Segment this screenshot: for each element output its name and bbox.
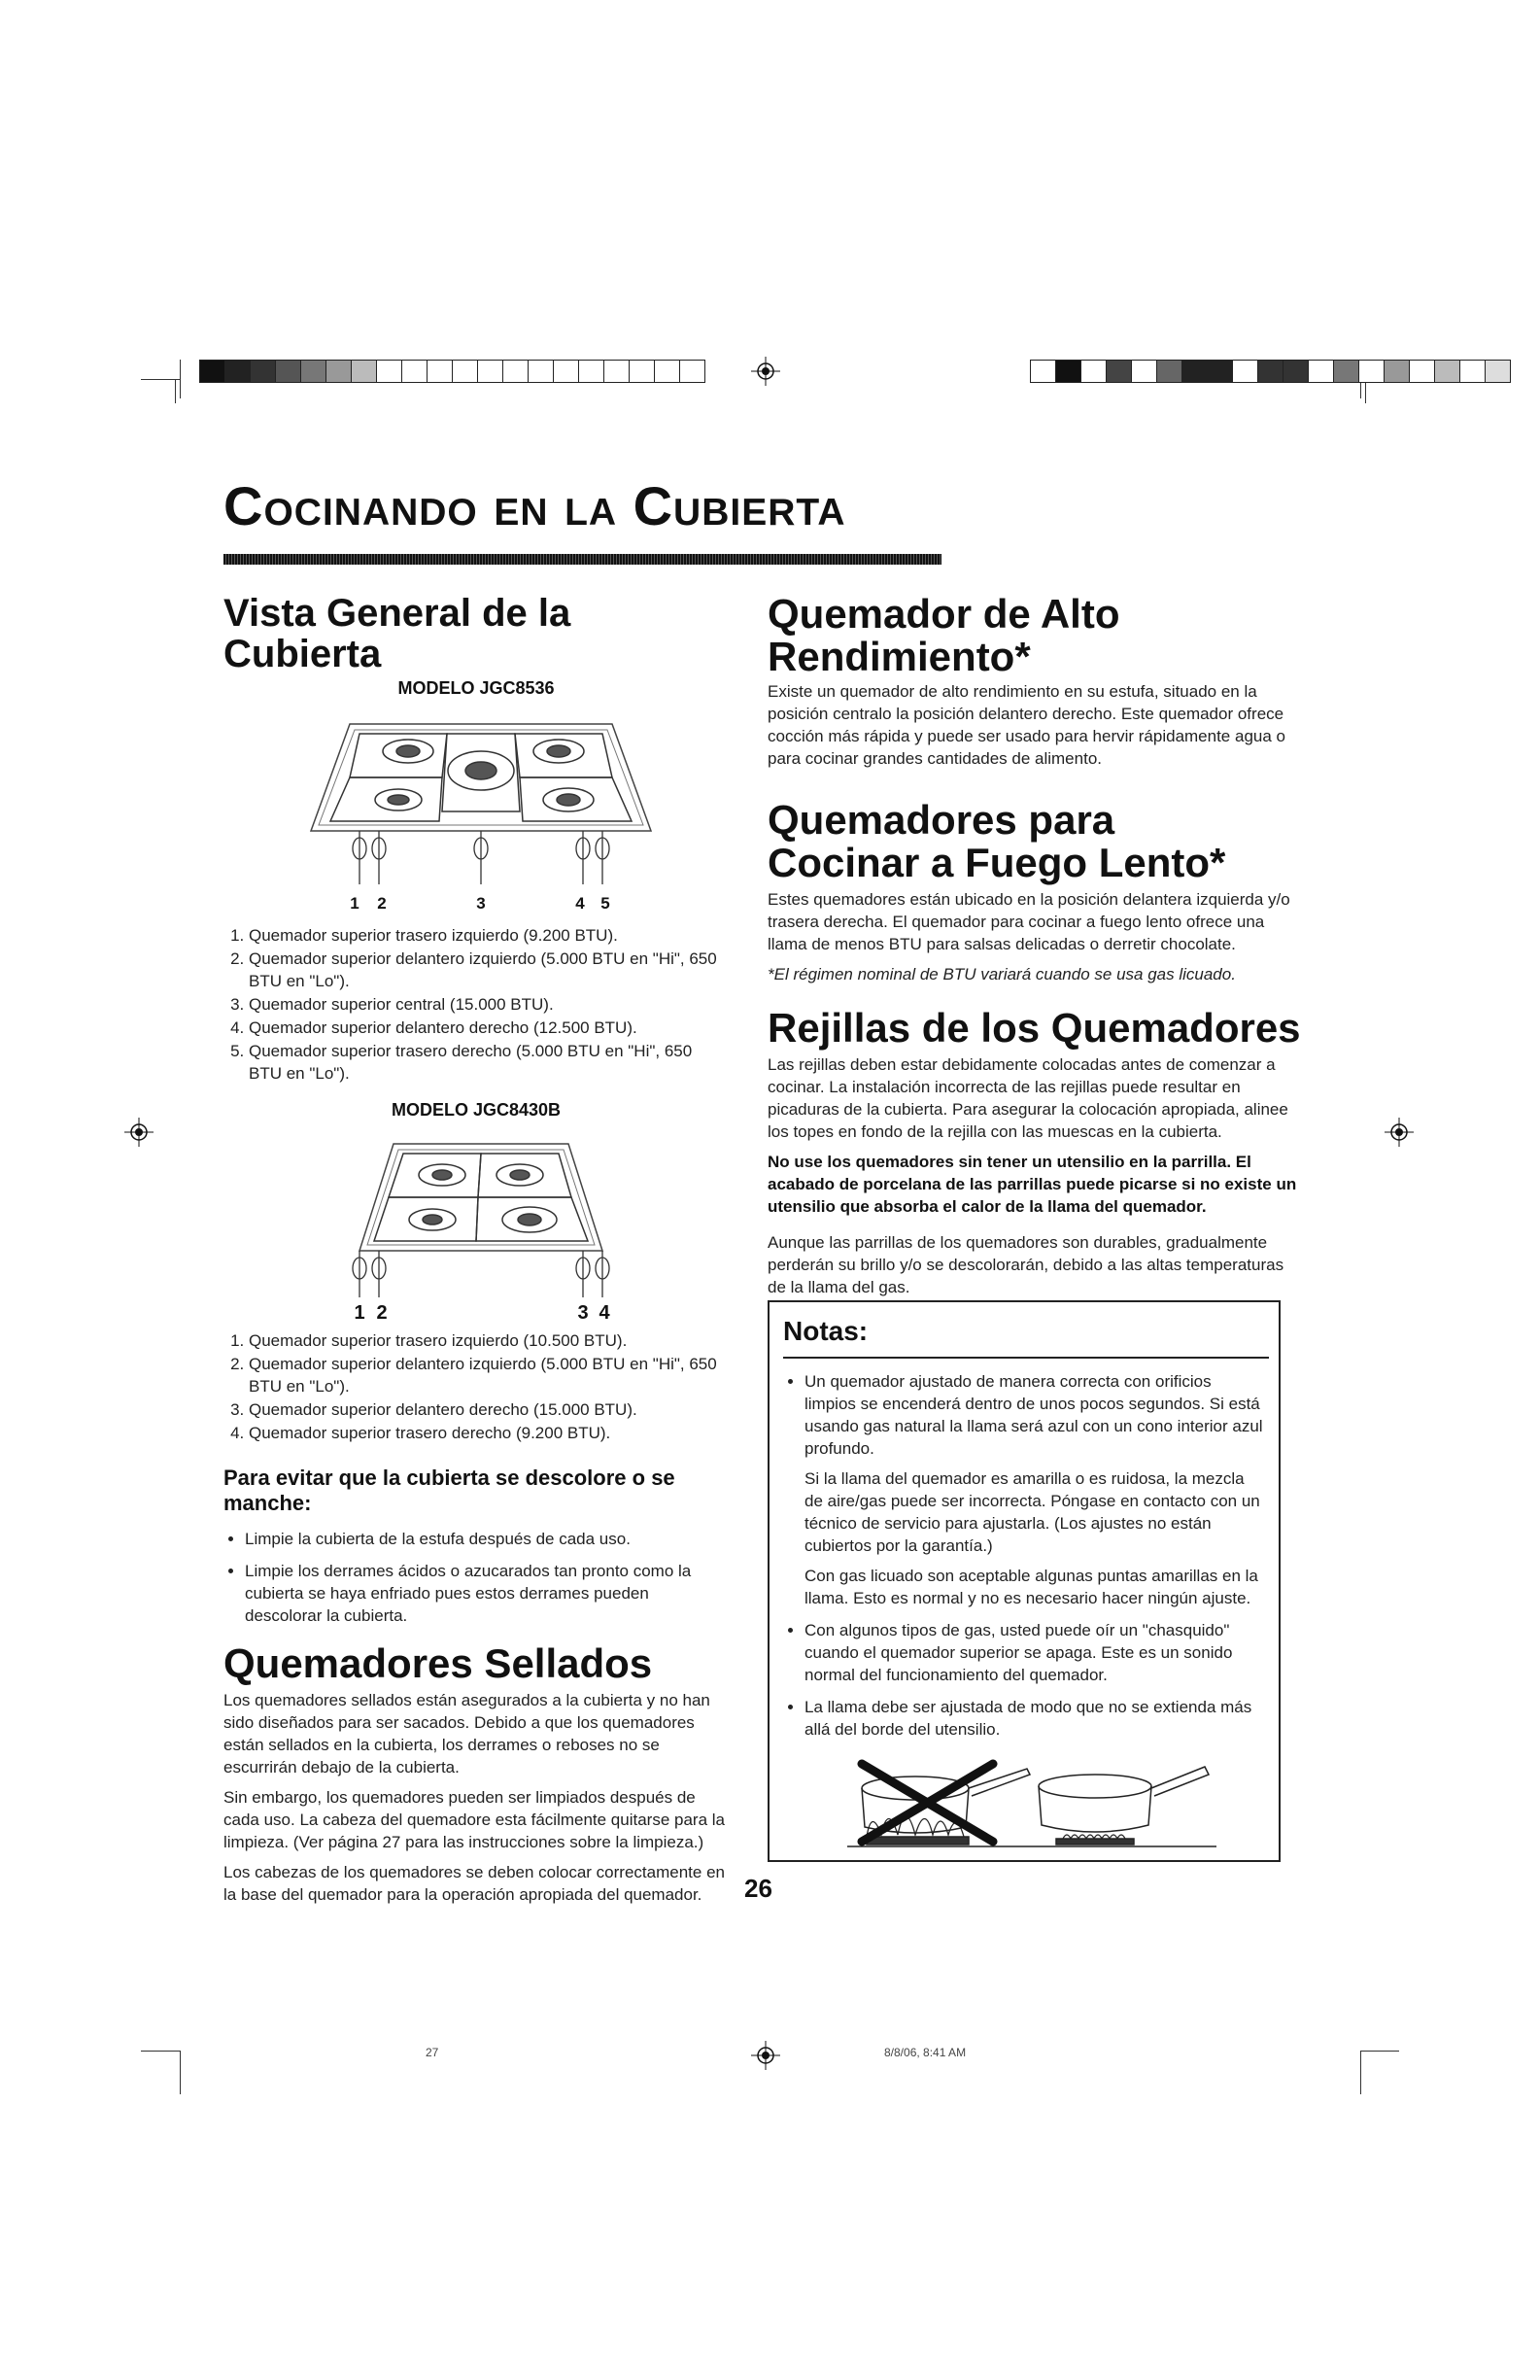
body-paragraph: Los cabezas de los quemadores se deben colocar correctamente en la base del quemador para la operación apropiada del quemador.	[223, 1863, 725, 1905]
list-item: • Con algunos tipos de gas, usted puede oír un "chasquido" cuando el quemador superior se apaga. Este es un sonido normal del funcionamiento del quemador.	[804, 1619, 1267, 1686]
crop-mark	[175, 379, 176, 403]
crop-mark	[141, 2051, 180, 2052]
registration-swatch	[1309, 361, 1334, 382]
registration-swatch	[428, 361, 453, 382]
list-item: • Limpie los derrames ácidos o azucarados tan pronto como la cubierta se haya enfriado pues estos derrames pueden descolorar la cubierta.	[245, 1560, 729, 1627]
registration-swatch	[1283, 361, 1309, 382]
registration-swatch	[1233, 361, 1258, 382]
registration-target-icon	[751, 2041, 780, 2070]
section-heading-stain: Para evitar que la cubierta se descolore o se manche:	[223, 1466, 675, 1515]
registration-swatch	[1081, 361, 1107, 382]
note-text: Un quemador ajustado de manera correcta con orificios limpios se encenderá dentro de unos pocos segundos. Si está usando gas natural la llama será azul con un cono interior azul profundo.	[804, 1372, 1263, 1458]
registration-bar-left	[199, 360, 705, 383]
note-text: Si la llama del quemador es amarilla o es ruidosa, la mezcla de aire/gas puede ser incorrecta. Póngase en contacto con un técnico de servicio para ajustarla. (Los ajustes no están cubiertos por la garantía.)	[804, 1469, 1260, 1555]
registration-swatch	[352, 361, 377, 382]
callout-label: 2	[377, 894, 387, 913]
registration-swatch	[1410, 361, 1435, 382]
registration-swatch	[1385, 361, 1410, 382]
notes-bullets	[785, 1370, 1267, 1741]
cooktop-diagram-4-burner	[223, 1124, 729, 1324]
registration-swatch	[1157, 361, 1182, 382]
page-title: Cocinando en la Cubierta	[223, 475, 846, 536]
list-item: • Limpie la cubierta de la estufa después de cada uso.	[245, 1528, 729, 1550]
list-item: 1. Quemador superior trasero izquierdo (9.200 BTU).	[249, 924, 729, 947]
registration-swatch	[478, 361, 503, 382]
registration-swatch	[655, 361, 680, 382]
list-item: 4. Quemador superior trasero derecho (9.200 BTU).	[249, 1422, 729, 1444]
registration-swatch	[680, 361, 704, 382]
right-column	[768, 593, 1302, 1298]
body-paragraph: Los quemadores sellados están asegurados a la cubierta y no han sido diseñados para ser sacados. Debido a que los quemadores están sellados en la cubierta, los derrames o reboses no se escurrirán debajo de la cubierta.	[223, 1691, 710, 1777]
registration-swatch	[1031, 361, 1056, 382]
registration-swatch	[200, 361, 225, 382]
body-paragraph: Existe un quemador de alto rendimiento en su estufa, situado en la posición centralo la posición delantero derecho. Este quemador ofrece cocción más rápida y puede ser usado para hervir rápidamente agua o para cocinar grandes cantidades de alimento.	[768, 682, 1285, 769]
callout-label: 1	[350, 894, 359, 913]
callout-label: 4	[575, 894, 585, 913]
registration-swatch	[604, 361, 630, 382]
model-label: MODELO JGC8430B	[391, 1100, 562, 1120]
registration-swatch	[453, 361, 478, 382]
registration-swatch	[554, 361, 579, 382]
registration-target-icon	[1385, 1118, 1414, 1147]
callout-label: 5	[600, 894, 610, 913]
flame-pan-illustration	[847, 1749, 1216, 1856]
registration-swatch	[225, 361, 251, 382]
callout-label: 3	[476, 894, 486, 913]
list-item	[804, 1370, 1267, 1609]
callout-label: 3	[577, 1302, 589, 1324]
registration-target-icon	[751, 357, 780, 386]
body-paragraph: Estes quemadores están ubicado en la posición delantera izquierda y/o trasera derecha. El quemador para cocinar a fuego lento ofrece una llama de menos BTU para salsas delicadas o derretir chocolate.	[768, 890, 1290, 954]
crop-mark	[1360, 2051, 1399, 2052]
registration-swatch	[1359, 361, 1385, 382]
title-rule	[223, 554, 941, 565]
list-item: • La llama debe ser ajustada de modo que no se extienda más allá del borde del utensilio.	[804, 1696, 1267, 1741]
notes-content	[785, 1370, 1267, 1750]
list-item: 5. Quemador superior trasero derecho (5.000 BTU en "Hi", 650 BTU en "Lo").	[249, 1040, 729, 1085]
warning-paragraph: No use los quemadores sin tener un utensilio en la parrilla. El acabado de porcelana de las parrillas puede picarse si no existe un utensilio que absorba el calor de la llama del quemador.	[768, 1153, 1297, 1217]
notes-rule	[783, 1357, 1269, 1359]
section-heading-high: Quemador de Alto Rendimiento*	[768, 591, 1120, 680]
section-heading-sealed: Quemadores Sellados	[223, 1640, 653, 1686]
registration-target-icon	[124, 1118, 154, 1147]
registration-swatch	[1132, 361, 1157, 382]
slug-right: 8/8/06, 8:41 AM	[884, 2046, 967, 2059]
list-item: 4. Quemador superior delantero derecho (12.500 BTU).	[249, 1017, 729, 1039]
section-heading-slow: Quemadores para Cocinar a Fuego Lento*	[768, 797, 1226, 886]
body-paragraph: Aunque las parrillas de los quemadores son durables, gradualmente perderán su brillo y/o se descolorarán, debido a las altas temperaturas de la llama del gas.	[768, 1233, 1284, 1297]
registration-bar-right	[1030, 360, 1511, 383]
correct-pan-icon	[1039, 1767, 1209, 1845]
list-item: 1. Quemador superior trasero izquierdo (10.500 BTU).	[249, 1329, 729, 1352]
registration-swatch	[1435, 361, 1460, 382]
registration-swatch	[529, 361, 554, 382]
registration-swatch	[276, 361, 301, 382]
section-heading-grates: Rejillas de los Quemadores	[768, 1005, 1301, 1052]
registration-swatch	[1208, 361, 1233, 382]
section-heading-overview: Vista General de la Cubierta	[223, 592, 571, 675]
page-number: 26	[744, 1874, 772, 1903]
registration-swatch	[579, 361, 604, 382]
list-item: 2. Quemador superior delantero izquierdo (5.000 BTU en "Hi", 650 BTU en "Lo").	[249, 1353, 729, 1397]
registration-swatch	[1056, 361, 1081, 382]
callout-label: 4	[599, 1302, 610, 1324]
registration-swatch	[1334, 361, 1359, 382]
registration-swatch	[630, 361, 655, 382]
footnote: *El régimen nominal de BTU variará cuando se usa gas licuado.	[768, 965, 1236, 984]
wrong-x-icon	[862, 1764, 993, 1842]
notes-heading: Notas:	[783, 1316, 869, 1346]
body-paragraph: Las rejillas deben estar debidamente colocadas antes de comenzar a cocinar. La instalación incorrecta de las rejillas puede resultar en picaduras de la cubierta. Para asegurar la colocación apropiada, alinee los topes en fondo de la rejilla con las muescas en la cubierta.	[768, 1055, 1288, 1142]
list-item: 3. Quemador superior delantero derecho (15.000 BTU).	[249, 1398, 729, 1421]
crop-mark	[180, 360, 181, 398]
registration-swatch	[251, 361, 276, 382]
registration-swatch	[1258, 361, 1283, 382]
note-text: Con gas licuado son aceptable algunas puntas amarillas en la llama. Esto es normal y no es necesario hacer ningún ajuste.	[804, 1567, 1258, 1607]
callout-label: 1	[354, 1302, 365, 1324]
burner-list-model2	[223, 1329, 729, 1444]
registration-swatch	[1182, 361, 1208, 382]
registration-swatch	[377, 361, 402, 382]
registration-swatch	[503, 361, 529, 382]
crop-mark	[141, 379, 180, 380]
notes-box	[768, 1300, 1281, 1862]
registration-swatch	[326, 361, 352, 382]
cooktop-diagram-5-burner	[223, 705, 729, 918]
registration-swatch	[402, 361, 428, 382]
model-label: MODELO JGC8536	[397, 678, 555, 698]
slug-left: 27	[426, 2046, 439, 2059]
stain-bullets	[223, 1528, 729, 1627]
list-item: 3. Quemador superior central (15.000 BTU).	[249, 993, 729, 1016]
crop-mark	[180, 2051, 181, 2094]
registration-swatch	[1460, 361, 1486, 382]
list-item: 2. Quemador superior delantero izquierdo (5.000 BTU en "Hi", 650 BTU en "Lo").	[249, 948, 729, 992]
registration-swatch	[1486, 361, 1510, 382]
callout-label: 2	[376, 1302, 388, 1324]
registration-swatch	[1107, 361, 1132, 382]
registration-swatch	[301, 361, 326, 382]
body-paragraph: Sin embargo, los quemadores pueden ser limpiados después de cada uso. La cabeza del quemadore esta fácilmente quitarse para la limpieza. (Ver página 27 para las instrucciones sobre la limpieza.)	[223, 1788, 725, 1852]
crop-mark	[1360, 2051, 1361, 2094]
burner-list-model1	[223, 924, 729, 1085]
left-column	[223, 593, 729, 1914]
